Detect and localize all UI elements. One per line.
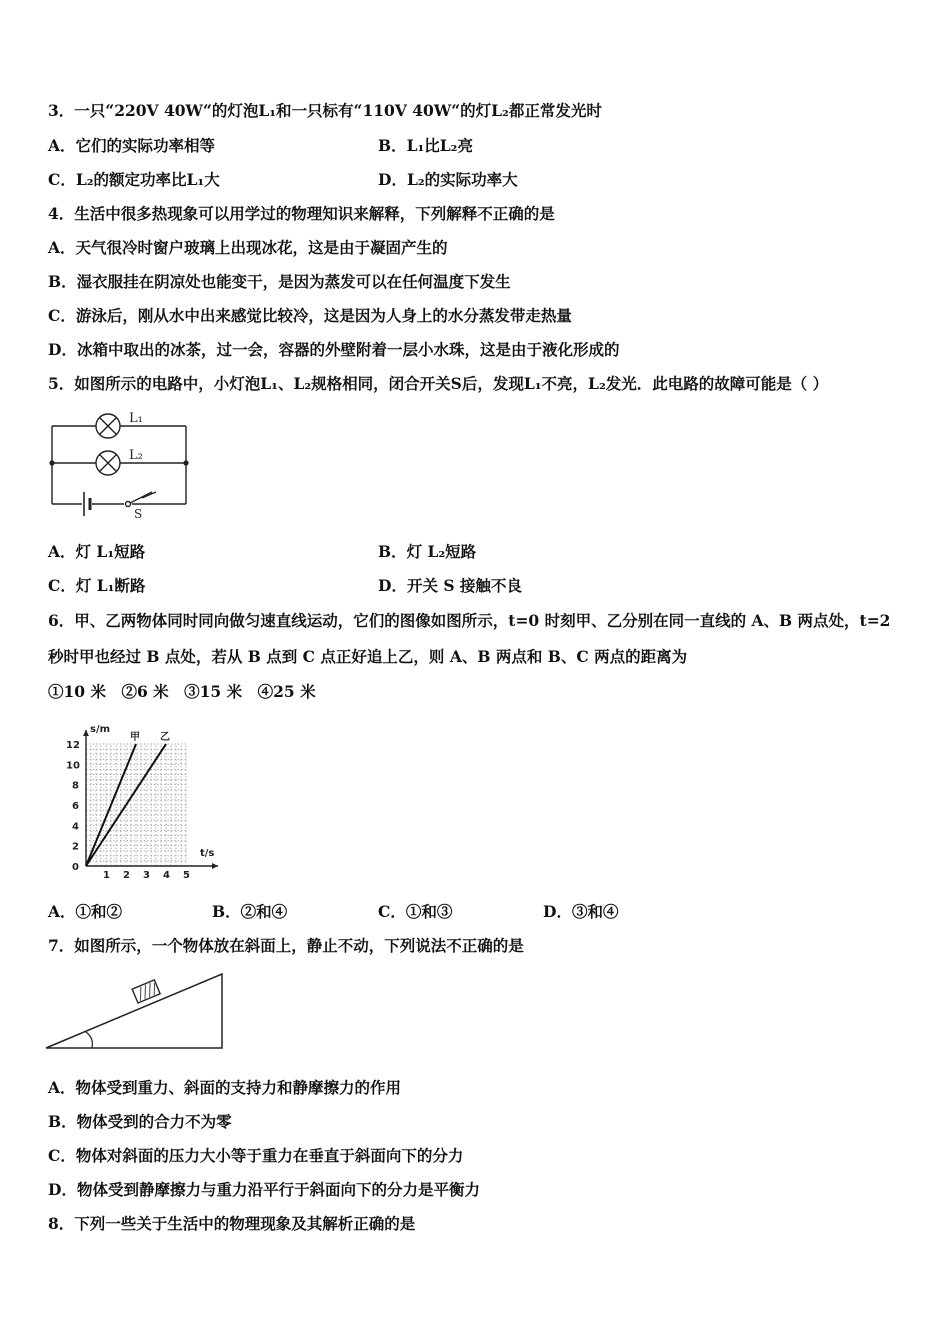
q4-option-c: C．游泳后，刚从水中出来感觉比较冷，这是因为人身上的水分蒸发带走热量	[48, 306, 572, 325]
q4-option-b: B．湿衣服挂在阴凉处也能变干，是因为蒸发可以在任何温度下发生	[48, 272, 511, 291]
q6-option-a: A．①和②	[48, 902, 123, 921]
q4-stem: 4．生活中很多热现象可以用学过的物理知识来解释，下列解释不正确的是	[48, 204, 555, 223]
q6-choices: ①10 米 ②6 米 ③15 米 ④25 米	[48, 682, 316, 701]
y-axis-arrow	[83, 730, 89, 736]
label-l2: L₂	[129, 448, 143, 463]
battery-icon	[84, 492, 90, 516]
x-tick-label: 5	[183, 870, 190, 881]
q3-option-d: D．L₂的实际功率大	[378, 170, 518, 189]
lamp-l1-icon	[96, 414, 120, 438]
q5-option-a: A．灯 L₁短路	[48, 542, 146, 561]
q5-option-b: B．灯 L₂短路	[378, 542, 477, 561]
y-tick-label: 2	[72, 841, 79, 853]
x-tick-label: 2	[123, 870, 130, 881]
st-graph	[60, 716, 235, 886]
y-tick-label: 0	[72, 862, 79, 873]
x-axis-arrow	[212, 863, 218, 869]
q6-stem-line2: 秒时甲也经过 B 点处，若从 B 点到 C 点正好追上乙，则 A、B 两点和 B、C 两点的距离为	[48, 647, 688, 666]
label-s: S	[134, 507, 143, 520]
q3-option-c: C．L₂的额定功率比L₁大	[48, 170, 220, 189]
series-label-2: 乙	[160, 732, 170, 743]
q4-option-a: A．天气很冷时窗户玻璃上出现冰花，这是由于凝固产生的	[48, 238, 448, 257]
q5-option-d: D．开关 S 接触不良	[378, 576, 522, 595]
q7-stem: 7．如图所示，一个物体放在斜面上，静止不动，下列说法不正确的是	[48, 936, 524, 955]
series-label-1: 甲	[130, 732, 140, 743]
q4-option-d: D．冰箱中取出的冰茶，过一会，容器的外壁附着一层小水珠，这是由于液化形成的	[48, 340, 620, 359]
q3-option-b: B．L₁比L₂亮	[378, 136, 473, 155]
q6-option-c: C．①和③	[378, 902, 453, 921]
q6-stem-line1: 6．甲、乙两物体同时同向做匀速直线运动，它们的图像如图所示，t=0 时刻甲、乙分别在同一直线的 A、B 两点处，t=2	[48, 611, 891, 630]
q8-stem: 8．下列一些关于生活中的物理现象及其解析正确的是	[48, 1214, 416, 1233]
q5-option-c: C．灯 L₁断路	[48, 576, 146, 595]
q7-option-a: A．物体受到重力、斜面的支持力和静摩擦力的作用	[48, 1078, 402, 1097]
q3-stem: 3．一只“220V 40W“的灯泡L₁和一只标有“110V 40W“的灯L₂都正常发光时	[48, 101, 602, 120]
q6-option-b: B．②和④	[212, 902, 288, 921]
y-tick-label: 12	[66, 740, 80, 751]
q3-option-a: A．它们的实际功率相等	[48, 136, 216, 155]
chart-grid	[86, 744, 186, 866]
y-tick-label: 8	[72, 780, 79, 792]
y-tick-label: 4	[72, 821, 79, 833]
q5-stem: 5．如图所示的电路中，小灯泡L₁、L₂规格相同，闭合开关S后，发现L₁不亮，L₂发光．此电路的故障可能是（ ）	[48, 374, 829, 393]
y-tick-label: 10	[66, 760, 80, 772]
q7-option-b: B．物体受到的合力不为零	[48, 1112, 232, 1131]
y-tick-label: 6	[72, 801, 79, 812]
q7-option-d: D．物体受到静摩擦力与重力沿平行于斜面向下的分力是平衡力	[48, 1180, 480, 1199]
x-tick-label: 4	[163, 870, 170, 881]
q7-option-c: C．物体对斜面的压力大小等于重力在垂直于斜面向下的分力	[48, 1146, 464, 1165]
incline-diagram	[44, 970, 229, 1054]
x-axis-label: t/s	[200, 848, 215, 859]
circuit-diagram	[44, 406, 194, 520]
q6-option-d: D．③和④	[543, 902, 619, 921]
x-tick-label: 1	[103, 870, 110, 881]
x-tick-label: 3	[143, 870, 150, 881]
label-l1: L₁	[129, 411, 143, 426]
lamp-l2-icon	[96, 451, 120, 475]
y-axis-label: s/m	[90, 724, 111, 735]
block-icon	[132, 980, 160, 1003]
